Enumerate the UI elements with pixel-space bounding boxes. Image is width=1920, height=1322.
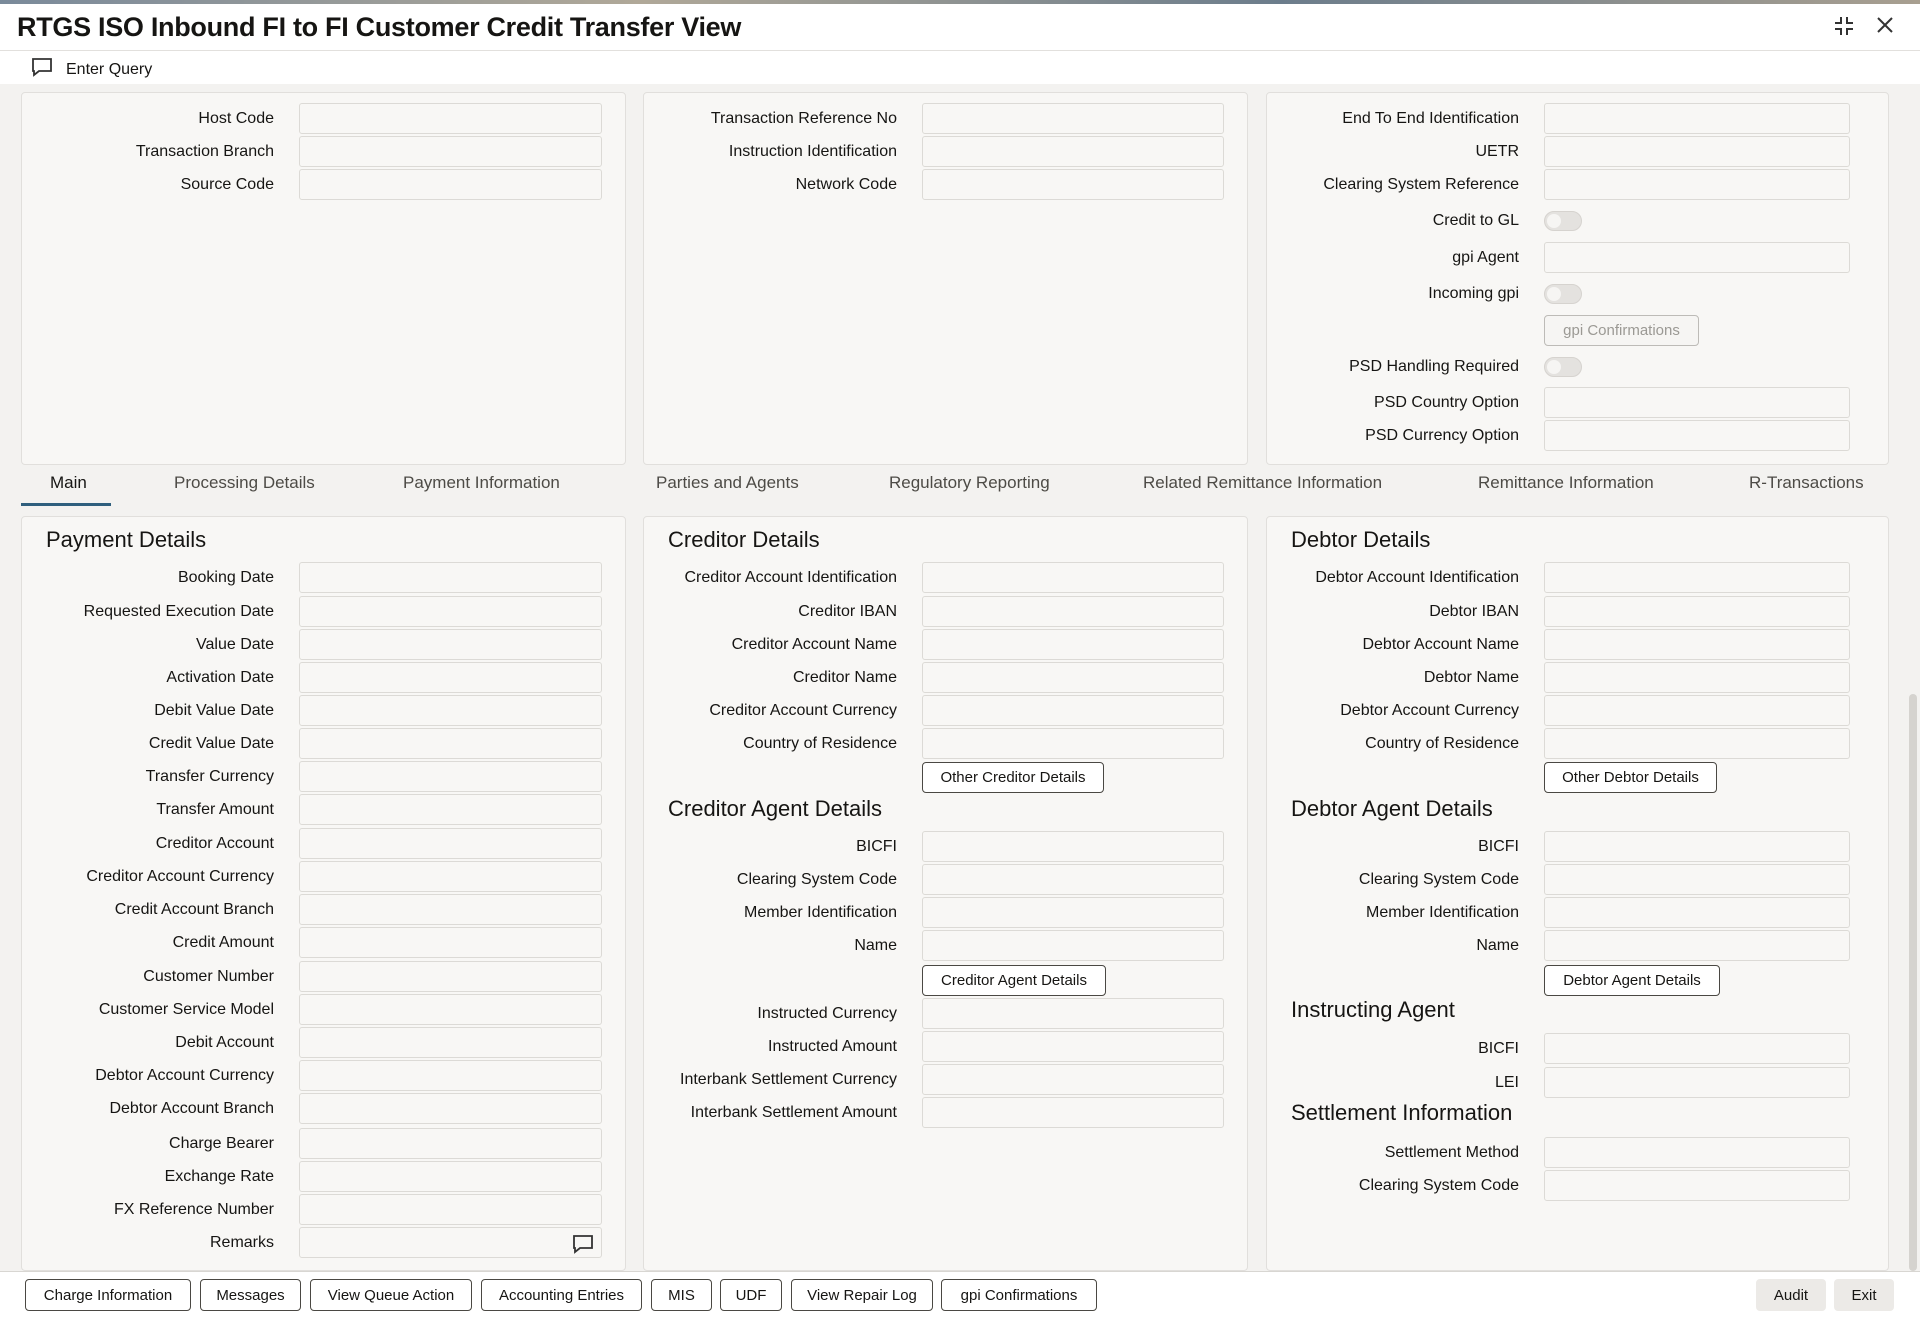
transfer-currency-label: Transfer Currency bbox=[145, 768, 274, 785]
credit-to-gl-label: Credit to GL bbox=[1432, 212, 1519, 229]
debtor-account-name-label: Debtor Account Name bbox=[1362, 636, 1519, 653]
transaction-branch-label: Transaction Branch bbox=[135, 143, 274, 160]
debtor-account-identification-input[interactable] bbox=[1544, 562, 1850, 593]
exchange-rate-label: Exchange Rate bbox=[164, 1168, 274, 1185]
gpi-agent-label: gpi Agent bbox=[1452, 249, 1519, 266]
fx-reference-number-input[interactable] bbox=[299, 1194, 602, 1225]
instructed-amount-input[interactable] bbox=[922, 1031, 1224, 1062]
debtor-agent-details-button[interactable]: Debtor Agent Details bbox=[1544, 965, 1720, 996]
creditor-iban-input[interactable] bbox=[922, 596, 1224, 627]
other-creditor-details-button[interactable]: Other Creditor Details bbox=[922, 762, 1104, 793]
bicfi-label: BICFI bbox=[1478, 838, 1519, 855]
accounting-entries-button[interactable]: Accounting Entries bbox=[481, 1279, 642, 1311]
psd-handling-required-toggle[interactable] bbox=[1544, 357, 1582, 377]
member-identification-label: Member Identification bbox=[744, 904, 897, 921]
member-identification-label: Member Identification bbox=[1366, 904, 1519, 921]
member-identification-input[interactable] bbox=[922, 897, 1224, 928]
customer-number-input[interactable] bbox=[299, 961, 602, 992]
clearing-system-code-input[interactable] bbox=[922, 864, 1224, 895]
payment-details-heading: Payment Details bbox=[46, 527, 207, 552]
enter-query-button[interactable] bbox=[30, 56, 152, 83]
incoming-gpi-toggle[interactable] bbox=[1544, 284, 1582, 304]
tab-parties-and-agents[interactable]: Parties and Agents bbox=[656, 473, 799, 492]
close-icon[interactable] bbox=[1874, 14, 1896, 44]
creditor-account-currency-label: Creditor Account Currency bbox=[709, 702, 897, 719]
psd-country-option-input[interactable] bbox=[1544, 387, 1850, 418]
creditor-account-currency-input[interactable] bbox=[922, 695, 1224, 726]
credit-amount-label: Credit Amount bbox=[172, 934, 274, 951]
creditor-name-label: Creditor Name bbox=[792, 669, 897, 686]
transaction-branch-input[interactable] bbox=[299, 136, 602, 167]
instructed-currency-label: Instructed Currency bbox=[757, 1005, 897, 1022]
creditor-account-currency-label: Creditor Account Currency bbox=[86, 868, 274, 885]
instructed-currency-input[interactable] bbox=[922, 998, 1224, 1029]
transaction-reference-no-input[interactable] bbox=[922, 103, 1224, 134]
minimize-icon[interactable] bbox=[1832, 14, 1856, 44]
host-code-label: Host Code bbox=[198, 110, 274, 127]
clearing-system-reference-label: Clearing System Reference bbox=[1323, 176, 1519, 193]
charge-bearer-label: Charge Bearer bbox=[169, 1135, 274, 1152]
creditor-agent-details-button[interactable]: Creditor Agent Details bbox=[922, 965, 1106, 996]
other-debtor-details-button[interactable]: Other Debtor Details bbox=[1544, 762, 1717, 793]
credit-amount-input[interactable] bbox=[299, 927, 602, 958]
instruction-identification-input[interactable] bbox=[922, 136, 1224, 167]
network-code-input[interactable] bbox=[922, 169, 1224, 200]
bicfi-input[interactable] bbox=[922, 831, 1224, 862]
view-repair-log-button[interactable]: View Repair Log bbox=[791, 1279, 933, 1311]
settlement-method-input[interactable] bbox=[1544, 1137, 1850, 1168]
clearing-system-code-label: Clearing System Code bbox=[736, 871, 897, 888]
transfer-currency-input[interactable] bbox=[299, 761, 602, 792]
value-date-label: Value Date bbox=[196, 636, 274, 653]
debtor-agent-details-heading: Debtor Agent Details bbox=[1291, 796, 1493, 821]
member-identification-input[interactable] bbox=[1544, 897, 1850, 928]
name-label: Name bbox=[854, 937, 897, 954]
creditor-agent-details-heading: Creditor Agent Details bbox=[668, 796, 882, 821]
country-of-residence-input[interactable] bbox=[922, 728, 1224, 759]
debtor-details-heading: Debtor Details bbox=[1291, 527, 1431, 552]
debtor-account-currency-input[interactable] bbox=[299, 1060, 602, 1091]
credit-value-date-label: Credit Value Date bbox=[148, 735, 274, 752]
enter-query-label: Enter Query bbox=[66, 60, 153, 78]
vertical-scrollbar[interactable] bbox=[1909, 694, 1917, 1271]
debtor-account-branch-label: Debtor Account Branch bbox=[109, 1100, 274, 1117]
instruction-identification-label: Instruction Identification bbox=[728, 143, 897, 160]
booking-date-input[interactable] bbox=[299, 562, 602, 593]
settlement-information-heading: Settlement Information bbox=[1291, 1100, 1513, 1125]
credit-to-gl-toggle[interactable] bbox=[1544, 211, 1582, 231]
footer-bar bbox=[0, 1271, 1920, 1322]
requested-execution-date-input[interactable] bbox=[299, 596, 602, 627]
host-code-input[interactable] bbox=[299, 103, 602, 134]
clearing-system-code-input[interactable] bbox=[1544, 864, 1850, 895]
exchange-rate-input[interactable] bbox=[299, 1161, 602, 1192]
interbank-settlement-amount-label: Interbank Settlement Amount bbox=[690, 1104, 897, 1121]
tab-r-transactions[interactable]: R-Transactions bbox=[1749, 473, 1864, 492]
customer-number-label: Customer Number bbox=[143, 968, 274, 985]
activation-date-label: Activation Date bbox=[166, 669, 274, 686]
psd-currency-option-input[interactable] bbox=[1544, 420, 1850, 451]
clearing-system-code-label: Clearing System Code bbox=[1358, 1177, 1519, 1194]
tab-regulatory-reporting[interactable]: Regulatory Reporting bbox=[889, 473, 1050, 492]
instructed-amount-label: Instructed Amount bbox=[768, 1038, 897, 1055]
debtor-account-branch-input[interactable] bbox=[299, 1093, 602, 1124]
tab-bar bbox=[21, 470, 1891, 508]
tab-processing-details[interactable]: Processing Details bbox=[174, 473, 315, 492]
psd-handling-required-label: PSD Handling Required bbox=[1349, 358, 1519, 375]
debtor-iban-label: Debtor IBAN bbox=[1429, 603, 1519, 620]
creditor-details-heading: Creditor Details bbox=[668, 527, 820, 552]
debtor-account-currency-input[interactable] bbox=[1544, 695, 1850, 726]
charge-information-button[interactable]: Charge Information bbox=[25, 1279, 191, 1311]
clearing-system-code-label: Clearing System Code bbox=[1358, 871, 1519, 888]
debit-account-label: Debit Account bbox=[175, 1034, 274, 1051]
remarks-label: Remarks bbox=[209, 1234, 274, 1251]
instructing-agent-heading: Instructing Agent bbox=[1291, 997, 1455, 1022]
creditor-account-identification-input[interactable] bbox=[922, 562, 1224, 593]
interbank-settlement-currency-label: Interbank Settlement Currency bbox=[680, 1071, 897, 1088]
source-code-input[interactable] bbox=[299, 169, 602, 200]
uetr-input[interactable] bbox=[1544, 136, 1850, 167]
remarks-input[interactable] bbox=[299, 1227, 602, 1258]
gpi-agent-input[interactable] bbox=[1544, 242, 1850, 273]
debtor-name-input[interactable] bbox=[1544, 662, 1850, 693]
transfer-amount-input[interactable] bbox=[299, 794, 602, 825]
window-title: RTGS ISO Inbound FI to FI Customer Credit Transfer View bbox=[17, 12, 742, 42]
end-to-end-identification-label: End To End Identification bbox=[1342, 110, 1519, 127]
credit-account-branch-input[interactable] bbox=[299, 894, 602, 925]
tab-related-remittance-information[interactable]: Related Remittance Information bbox=[1143, 473, 1383, 492]
title-bar bbox=[0, 4, 1920, 50]
settlement-method-label: Settlement Method bbox=[1384, 1144, 1519, 1161]
audit-button[interactable]: Audit bbox=[1756, 1279, 1826, 1311]
view-queue-action-button[interactable]: View Queue Action bbox=[310, 1279, 472, 1311]
bicfi-label: BICFI bbox=[1478, 1040, 1519, 1057]
credit-value-date-input[interactable] bbox=[299, 728, 602, 759]
creditor-account-label: Creditor Account bbox=[155, 835, 274, 852]
network-code-label: Network Code bbox=[795, 176, 897, 193]
interbank-settlement-amount-input[interactable] bbox=[922, 1097, 1224, 1128]
country-of-residence-label: Country of Residence bbox=[1365, 735, 1519, 752]
booking-date-label: Booking Date bbox=[177, 569, 274, 586]
comment-icon bbox=[30, 56, 54, 83]
charge-bearer-input[interactable] bbox=[299, 1128, 602, 1159]
exit-button[interactable]: Exit bbox=[1834, 1279, 1894, 1311]
creditor-iban-label: Creditor IBAN bbox=[798, 603, 897, 620]
country-of-residence-label: Country of Residence bbox=[743, 735, 897, 752]
debtor-account-name-input[interactable] bbox=[1544, 629, 1850, 660]
source-code-label: Source Code bbox=[180, 176, 274, 193]
lei-label: LEI bbox=[1494, 1074, 1519, 1091]
bicfi-input[interactable] bbox=[1544, 1033, 1850, 1064]
tab-payment-information[interactable]: Payment Information bbox=[403, 473, 560, 492]
customer-service-model-label: Customer Service Model bbox=[98, 1001, 274, 1018]
debtor-name-label: Debtor Name bbox=[1423, 669, 1519, 686]
debit-value-date-input[interactable] bbox=[299, 695, 602, 726]
creditor-account-name-label: Creditor Account Name bbox=[731, 636, 897, 653]
debtor-account-currency-label: Debtor Account Currency bbox=[1340, 702, 1519, 719]
gpi-confirmations-footer-button[interactable]: gpi Confirmations bbox=[941, 1279, 1097, 1311]
window-controls bbox=[1832, 14, 1896, 44]
interbank-settlement-currency-input[interactable] bbox=[922, 1064, 1224, 1095]
bicfi-label: BICFI bbox=[856, 838, 897, 855]
debit-value-date-label: Debit Value Date bbox=[154, 702, 274, 719]
name-input[interactable] bbox=[1544, 930, 1850, 961]
bicfi-input[interactable] bbox=[1544, 831, 1850, 862]
incoming-gpi-label: Incoming gpi bbox=[1428, 285, 1519, 302]
creditor-account-currency-input[interactable] bbox=[299, 861, 602, 892]
messages-button[interactable]: Messages bbox=[200, 1279, 301, 1311]
name-label: Name bbox=[1476, 937, 1519, 954]
requested-execution-date-label: Requested Execution Date bbox=[83, 603, 274, 620]
creditor-name-input[interactable] bbox=[922, 662, 1224, 693]
debtor-account-identification-label: Debtor Account Identification bbox=[1315, 569, 1519, 586]
mis-button[interactable]: MIS bbox=[651, 1279, 712, 1311]
fx-reference-number-label: FX Reference Number bbox=[113, 1201, 274, 1218]
tab-remittance-information[interactable]: Remittance Information bbox=[1478, 473, 1654, 492]
creditor-account-identification-label: Creditor Account Identification bbox=[684, 569, 897, 586]
debtor-iban-input[interactable] bbox=[1544, 596, 1850, 627]
country-of-residence-input[interactable] bbox=[1544, 728, 1850, 759]
customer-service-model-input[interactable] bbox=[299, 994, 602, 1025]
lei-input[interactable] bbox=[1544, 1067, 1850, 1098]
value-date-input[interactable] bbox=[299, 629, 602, 660]
psd-country-option-label: PSD Country Option bbox=[1374, 394, 1519, 411]
active-tab-indicator bbox=[21, 503, 111, 506]
remarks-comment-icon[interactable] bbox=[571, 1233, 595, 1260]
uetr-label: UETR bbox=[1475, 143, 1519, 160]
credit-account-branch-label: Credit Account Branch bbox=[114, 901, 274, 918]
activation-date-input[interactable] bbox=[299, 662, 602, 693]
creditor-account-input[interactable] bbox=[299, 828, 602, 859]
debtor-account-currency-label: Debtor Account Currency bbox=[95, 1067, 274, 1084]
transaction-reference-no-label: Transaction Reference No bbox=[710, 110, 897, 127]
psd-currency-option-label: PSD Currency Option bbox=[1365, 427, 1519, 444]
end-to-end-identification-input[interactable] bbox=[1544, 103, 1850, 134]
gpi-confirmations-button[interactable]: gpi Confirmations bbox=[1544, 315, 1699, 346]
clearing-system-reference-input[interactable] bbox=[1544, 169, 1850, 200]
transfer-amount-label: Transfer Amount bbox=[156, 801, 274, 818]
toolbar bbox=[0, 50, 1920, 84]
creditor-account-name-input[interactable] bbox=[922, 629, 1224, 660]
clearing-system-code-input[interactable] bbox=[1544, 1170, 1850, 1201]
debit-account-input[interactable] bbox=[299, 1027, 602, 1058]
udf-button[interactable]: UDF bbox=[720, 1279, 782, 1311]
name-input[interactable] bbox=[922, 930, 1224, 961]
tab-main[interactable]: Main bbox=[50, 473, 87, 492]
